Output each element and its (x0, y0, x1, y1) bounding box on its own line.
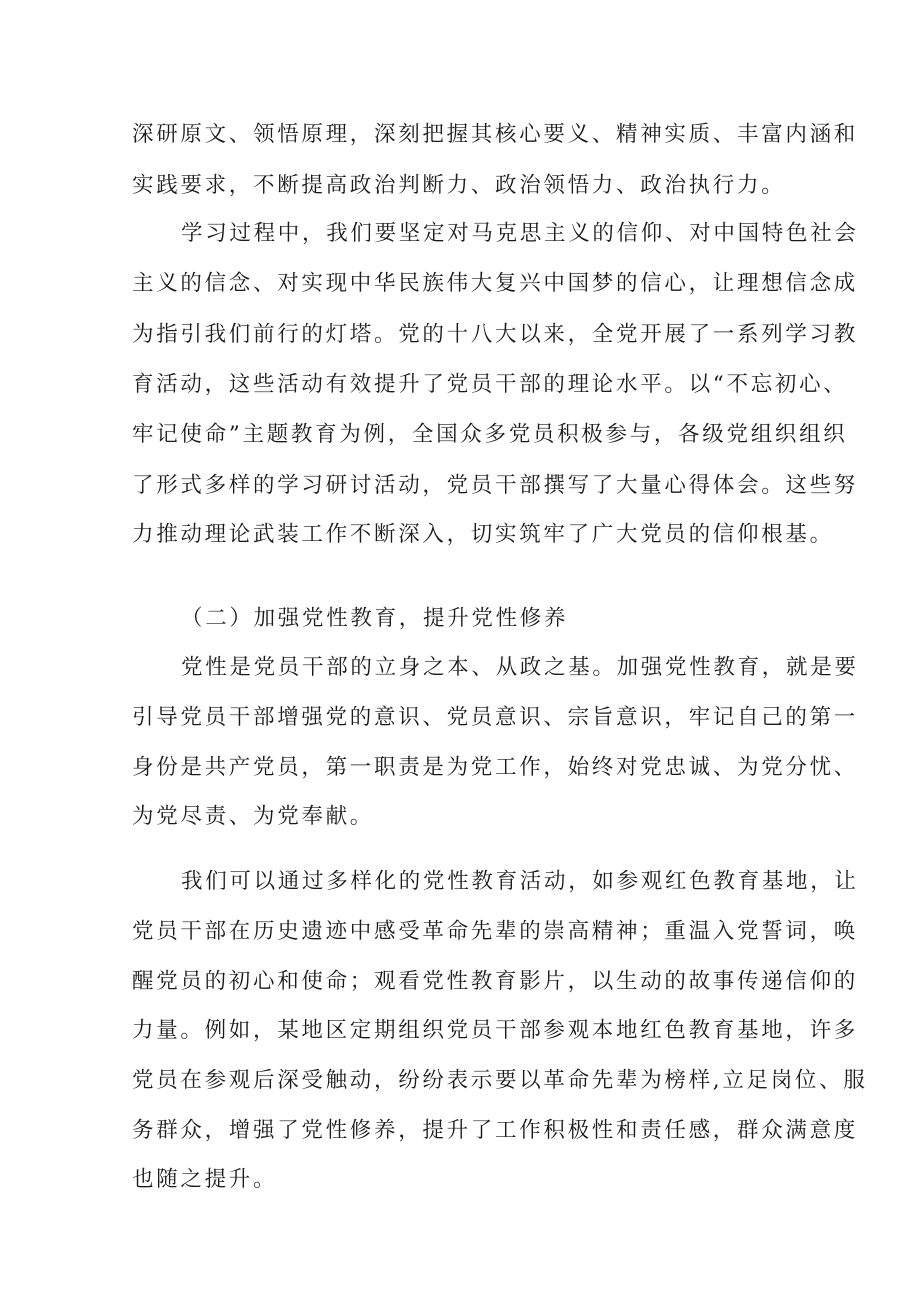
paragraph-4-line-6: 务群众，增强了党性修养，提升了工作积极性和责任感，群众满意度 (132, 1118, 859, 1143)
paragraph-2-line-3: 为指引我们前行的灯塔。党的十八大以来，全党开展了一系列学习教 (132, 322, 859, 347)
paragraph-2-line-5: 牢记使命”主题教育为例，全国众多党员积极参与，各级党组织组织 (132, 422, 848, 447)
paragraph-3-line-3: 身份是共产党员，第一职责是为党工作，始终对党忠诚、为党分忧、 (132, 755, 859, 780)
paragraph-2-line-4: 育活动，这些活动有效提升了党员干部的理论水平。以“不忘初心、 (132, 372, 848, 397)
paragraph-4-line-5: 党员在参观后深受触动，纷纷表示要以革命先辈为榜样,立足岗位、服 (132, 1068, 868, 1093)
paragraph-3-line-2: 引导党员干部增强党的意识、党员意识、宗旨意识，牢记自己的第一 (132, 705, 859, 730)
paragraph-2-line-7: 力推动理论武装工作不断深入，切实筑牢了广大党员的信仰根基。 (132, 522, 834, 547)
paragraph-2-line-2: 主义的信念、对实现中华民族伟大复兴中国梦的信心，让理想信念成 (132, 271, 859, 296)
paragraph-2-line-6: 了形式多样的学习研讨活动，党员干部撰写了大量心得体会。这些努 (132, 473, 859, 498)
paragraph-1-line-2: 实践要求，不断提高政治判断力、政治领悟力、政治执行力。 (132, 173, 786, 198)
paragraph-4-line-2: 党员干部在历史遗迹中感受革命先辈的崇高精神；重温入党誓词，唤 (132, 919, 859, 944)
paragraph-2-line-1: 学习过程中，我们要坚定对马克思主义的信仰、对中国特色社会 (181, 221, 859, 246)
paragraph-4-line-3: 醒党员的初心和使命；观看党性教育影片，以生动的故事传递信仰的 (132, 969, 859, 994)
paragraph-3-line-4: 为党尽责、为党奉献。 (132, 804, 375, 829)
section-heading: （二）加强党性教育，提升党性修养 (181, 606, 569, 631)
paragraph-4-line-7: 也随之提升。 (132, 1167, 278, 1192)
paragraph-4-line-1: 我们可以通过多样化的党性教育活动，如参观红色教育基地，让 (181, 869, 859, 894)
paragraph-3-line-1: 党性是党员干部的立身之本、从政之基。加强党性教育，就是要 (181, 655, 859, 680)
paragraph-4-line-4: 力量。例如，某地区定期组织党员干部参观本地红色教育基地，许多 (132, 1018, 859, 1043)
paragraph-1-line-1: 深研原文、领悟原理，深刻把握其核心要义、精神实质、丰富内涵和 (132, 122, 859, 147)
